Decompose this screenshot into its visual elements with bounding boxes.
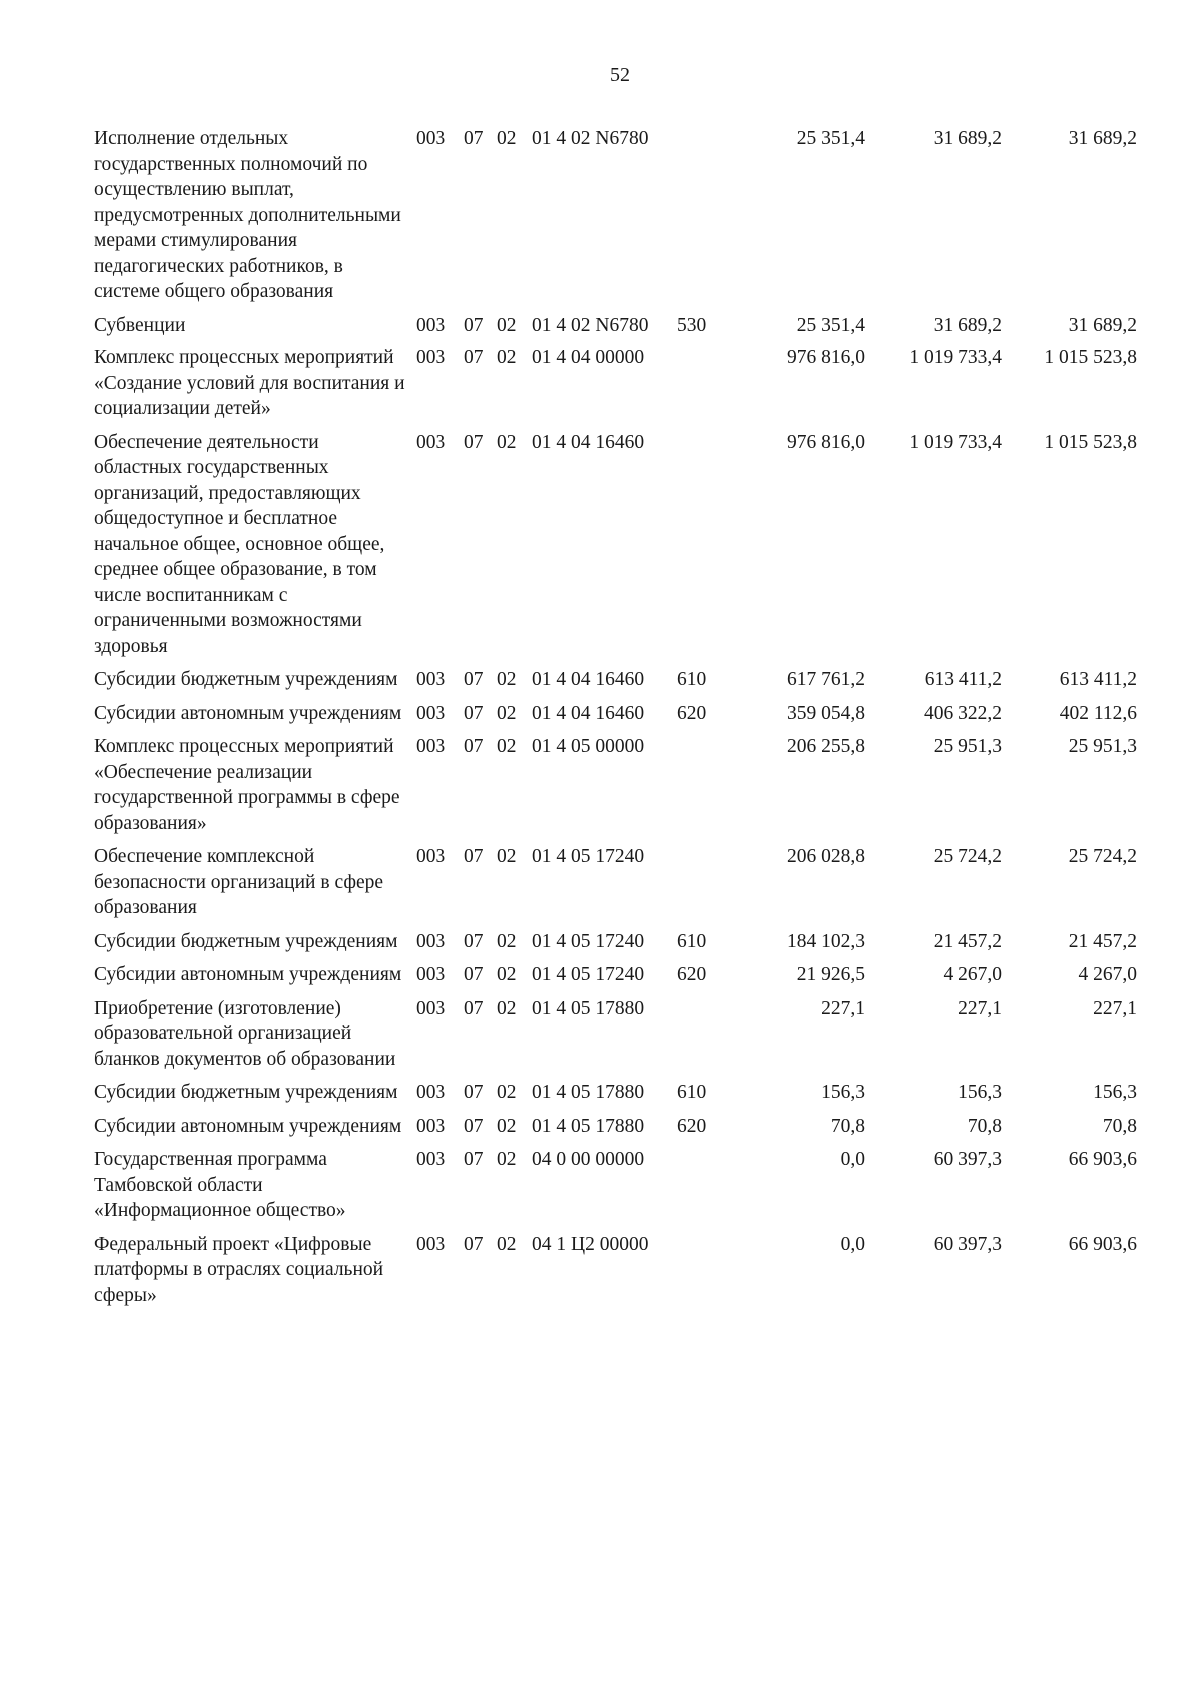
table-row	[94, 701, 1169, 727]
row-expense-type: 530	[677, 314, 707, 336]
row-amount-year-3: 4 267,0	[1078, 964, 1137, 985]
row-target-article: 01 4 04 16460	[532, 702, 645, 724]
row-name: Приобретение (изготовление) образовательной организацией бланков документов об образовании	[94, 997, 396, 1070]
row-subsection: 02	[497, 1233, 517, 1255]
row-target-article: 01 4 05 17880	[532, 1115, 645, 1137]
row-section: 07	[464, 736, 484, 757]
row-amount-year-2: 31 689,2	[933, 314, 1002, 336]
row-name: Государственная программа Тамбовской области «Информационное общество»	[94, 1149, 346, 1221]
row-amount-year-2: 25 951,3	[933, 736, 1002, 757]
row-name: Субсидии бюджетным учреждениям	[94, 1082, 398, 1103]
row-name: Субсидии автономным учреждениям	[94, 1115, 402, 1137]
row-target-article: 01 4 02 N6780	[532, 314, 649, 336]
row-amount-year-2: 31 689,2	[933, 128, 1002, 149]
row-amount-year-1: 70,8	[830, 1115, 865, 1137]
row-amount-year-1: 617 761,2	[787, 669, 865, 690]
table-row	[94, 313, 1169, 339]
table-row	[94, 962, 1169, 988]
row-amount-year-2: 613 411,2	[924, 669, 1002, 690]
row-subsection: 02	[497, 702, 517, 724]
row-amount-year-2: 1 019 733,4	[909, 431, 1002, 453]
row-admin-code: 003	[416, 1233, 446, 1255]
row-amount-year-1: 25 351,4	[796, 128, 865, 149]
row-amount-year-2: 1 019 733,4	[909, 347, 1002, 368]
row-admin-code: 003	[416, 1115, 446, 1137]
row-amount-year-2: 4 267,0	[943, 964, 1002, 985]
row-amount-year-2: 227,1	[958, 997, 1002, 1019]
row-amount-year-3: 1 015 523,8	[1044, 347, 1137, 368]
row-subsection: 02	[497, 669, 517, 690]
budget-table	[94, 126, 1169, 1308]
row-amount-year-3: 613 411,2	[1059, 669, 1137, 690]
row-section: 07	[464, 997, 484, 1019]
row-amount-year-3: 70,8	[1102, 1115, 1137, 1137]
row-amount-year-3: 25 724,2	[1068, 846, 1137, 867]
row-amount-year-3: 156,3	[1093, 1082, 1137, 1103]
row-target-article: 01 4 05 17240	[532, 930, 645, 952]
row-target-article: 01 4 05 17880	[532, 997, 645, 1019]
row-target-article: 01 4 02 N6780	[532, 128, 649, 149]
row-admin-code: 003	[416, 964, 446, 985]
row-name: Субсидии автономным учреждениям	[94, 964, 402, 985]
row-expense-type: 620	[677, 1115, 707, 1137]
row-target-article: 01 4 05 00000	[532, 736, 645, 757]
row-admin-code: 003	[416, 314, 446, 336]
table-row	[94, 1114, 1169, 1140]
row-name: Обеспечение деятельности областных государственных организаций, предоставляющих общедоступное и бесплатное начальное общее, основное общее, среднее общее образование, в том числе воспитанникам с ограниченными возможностями здоровья	[94, 431, 385, 657]
row-name: Исполнение отдельных государственных полномочий по осуществлению выплат, предусмотренных дополнительными мерами стимулирования педагогических работников, в системе общего образования	[94, 128, 401, 302]
row-amount-year-2: 406 322,2	[924, 702, 1002, 724]
row-admin-code: 003	[416, 702, 446, 724]
row-expense-type: 610	[677, 930, 707, 952]
row-amount-year-2: 70,8	[967, 1115, 1002, 1137]
row-expense-type: 620	[677, 964, 707, 985]
row-amount-year-2: 60 397,3	[933, 1233, 1002, 1255]
row-subsection: 02	[497, 846, 517, 867]
row-expense-type: 610	[677, 1082, 707, 1103]
row-expense-type: 620	[677, 702, 707, 724]
row-target-article: 01 4 05 17240	[532, 846, 645, 867]
row-admin-code: 003	[416, 1149, 446, 1170]
row-amount-year-1: 25 351,4	[796, 314, 865, 336]
table-row	[94, 734, 1169, 836]
row-target-article: 04 1 Ц2 00000	[532, 1233, 649, 1255]
row-section: 07	[464, 964, 484, 985]
row-amount-year-3: 66 903,6	[1068, 1149, 1137, 1170]
row-section: 07	[464, 347, 484, 368]
row-amount-year-3: 25 951,3	[1068, 736, 1137, 757]
row-amount-year-3: 21 457,2	[1068, 930, 1137, 952]
row-target-article: 01 4 05 17880	[532, 1082, 645, 1103]
table-row	[94, 844, 1169, 921]
row-name: Федеральный проект «Цифровые платформы в отраслях социальной сферы»	[94, 1233, 384, 1306]
row-section: 07	[464, 1149, 484, 1170]
row-section: 07	[464, 1233, 484, 1255]
row-section: 07	[464, 1082, 484, 1103]
row-subsection: 02	[497, 736, 517, 757]
row-name: Комплекс процессных мероприятий «Создание условий для воспитания и социализации детей»	[94, 347, 405, 419]
row-amount-year-3: 66 903,6	[1068, 1233, 1137, 1255]
row-name: Субвенции	[94, 314, 186, 336]
row-admin-code: 003	[416, 997, 446, 1019]
table-row	[94, 667, 1169, 693]
row-section: 07	[464, 669, 484, 690]
row-amount-year-3: 1 015 523,8	[1044, 431, 1137, 453]
row-amount-year-2: 21 457,2	[933, 930, 1002, 952]
row-section: 07	[464, 128, 484, 149]
row-amount-year-1: 206 255,8	[787, 736, 865, 757]
row-section: 07	[464, 930, 484, 952]
row-section: 07	[464, 314, 484, 336]
row-admin-code: 003	[416, 431, 446, 453]
row-target-article: 04 0 00 00000	[532, 1149, 645, 1170]
table-row	[94, 1080, 1169, 1106]
row-amount-year-1: 156,3	[821, 1082, 865, 1103]
row-section: 07	[464, 431, 484, 453]
row-name: Субсидии автономным учреждениям	[94, 702, 402, 724]
row-amount-year-3: 227,1	[1093, 997, 1137, 1019]
row-amount-year-3: 402 112,6	[1059, 702, 1137, 724]
table-row	[94, 929, 1169, 955]
row-amount-year-1: 184 102,3	[787, 930, 865, 952]
row-amount-year-1: 976 816,0	[787, 347, 865, 368]
row-subsection: 02	[497, 128, 517, 149]
row-admin-code: 003	[416, 1082, 446, 1103]
row-admin-code: 003	[416, 128, 446, 149]
row-admin-code: 003	[416, 347, 446, 368]
row-subsection: 02	[497, 431, 517, 453]
row-subsection: 02	[497, 964, 517, 985]
row-section: 07	[464, 846, 484, 867]
row-amount-year-1: 227,1	[821, 997, 865, 1019]
row-admin-code: 003	[416, 736, 446, 757]
row-amount-year-1: 0,0	[840, 1233, 865, 1255]
table-row	[94, 345, 1169, 422]
row-name: Субсидии бюджетным учреждениям	[94, 930, 398, 952]
row-admin-code: 003	[416, 930, 446, 952]
row-name: Субсидии бюджетным учреждениям	[94, 669, 398, 690]
row-amount-year-1: 0,0	[840, 1149, 865, 1170]
row-amount-year-1: 21 926,5	[796, 964, 865, 985]
row-amount-year-1: 976 816,0	[787, 431, 865, 453]
table-row	[94, 1232, 1169, 1309]
row-subsection: 02	[497, 997, 517, 1019]
row-amount-year-2: 156,3	[958, 1082, 1002, 1103]
row-section: 07	[464, 702, 484, 724]
row-subsection: 02	[497, 314, 517, 336]
row-subsection: 02	[497, 1149, 517, 1170]
row-amount-year-1: 206 028,8	[787, 846, 865, 867]
row-name: Обеспечение комплексной безопасности организаций в сфере образования	[94, 846, 384, 918]
row-admin-code: 003	[416, 669, 446, 690]
page-number: 52	[610, 64, 630, 86]
row-subsection: 02	[497, 347, 517, 368]
row-target-article: 01 4 04 16460	[532, 669, 645, 690]
row-admin-code: 003	[416, 846, 446, 867]
row-target-article: 01 4 05 17240	[532, 964, 645, 985]
table-row	[94, 430, 1169, 660]
row-name: Комплекс процессных мероприятий «Обеспечение реализации государственной программы в сфере образования»	[94, 736, 400, 834]
row-amount-year-2: 60 397,3	[933, 1149, 1002, 1170]
row-subsection: 02	[497, 930, 517, 952]
row-amount-year-3: 31 689,2	[1068, 314, 1137, 336]
row-amount-year-2: 25 724,2	[933, 846, 1002, 867]
row-target-article: 01 4 04 16460	[532, 431, 645, 453]
row-subsection: 02	[497, 1082, 517, 1103]
row-target-article: 01 4 04 00000	[532, 347, 645, 368]
row-subsection: 02	[497, 1115, 517, 1137]
row-section: 07	[464, 1115, 484, 1137]
row-amount-year-1: 359 054,8	[787, 702, 865, 724]
table-row	[94, 1147, 1169, 1224]
table-row	[94, 996, 1169, 1073]
row-amount-year-3: 31 689,2	[1068, 128, 1137, 149]
row-expense-type: 610	[677, 669, 707, 690]
table-row	[94, 126, 1169, 305]
